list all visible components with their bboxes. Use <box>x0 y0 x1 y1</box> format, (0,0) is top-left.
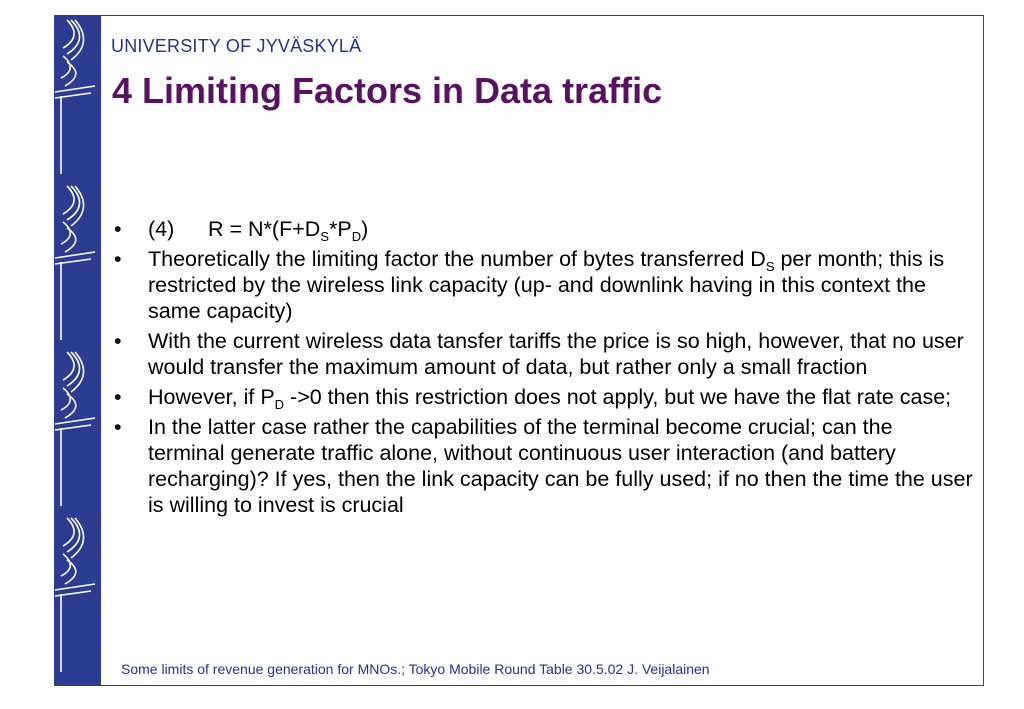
equation-part-b: *P <box>328 217 352 241</box>
university-crest-motif-icon <box>55 16 101 685</box>
bullet-text: per month; this is restricted by the wireless link capacity (up- and downlink having in this context the same capacity) <box>148 247 945 323</box>
equation-number: (4) <box>148 217 175 241</box>
bullet-text: However, if P <box>148 385 275 409</box>
bullet-list <box>114 216 974 522</box>
side-band <box>55 16 101 685</box>
bullet-text: Theoretically the limiting factor the number of bytes transferred D <box>148 247 766 271</box>
slide-title: 4 Limiting Factors in Data traffic <box>112 70 663 111</box>
bullet-flat-rate <box>114 384 974 410</box>
bullet-text: In the latter case rather the capabilities of the terminal become crucial; can the terminal generate traffic alone, without continuous user interaction (and battery recharging)? If yes, then the link capacity can be fully used; if no then the time the user is willing to invest is crucial <box>148 415 973 517</box>
equation-part-c: ) <box>361 217 369 241</box>
equation-subscript-d: D <box>351 229 362 244</box>
bullet-text: ->0 then this restriction does not apply, but we have the flat rate case; <box>284 385 952 409</box>
bullet-terminal-capabilities <box>114 414 974 518</box>
university-name: UNIVERSITY OF JYVÄSKYLÄ <box>111 36 362 56</box>
subscript: S <box>765 259 775 274</box>
equation-part-a: R = N*(F+D <box>208 217 321 241</box>
bullet-limiting-factor <box>114 246 974 324</box>
bullet-tariffs <box>114 328 974 380</box>
bullet-text: With the current wireless data tansfer tariffs the price is so high, however, that no user would transfer the maximum amount of data, but rather only a small fraction <box>148 329 964 379</box>
equation-subscript-s: S <box>320 229 329 244</box>
subscript: D <box>274 397 285 412</box>
bullet-equation <box>114 216 974 242</box>
slide-footer: Some limits of revenue generation for MNOs.; Tokyo Mobile Round Table 30.5.02 J. Veijalainen <box>121 661 710 677</box>
